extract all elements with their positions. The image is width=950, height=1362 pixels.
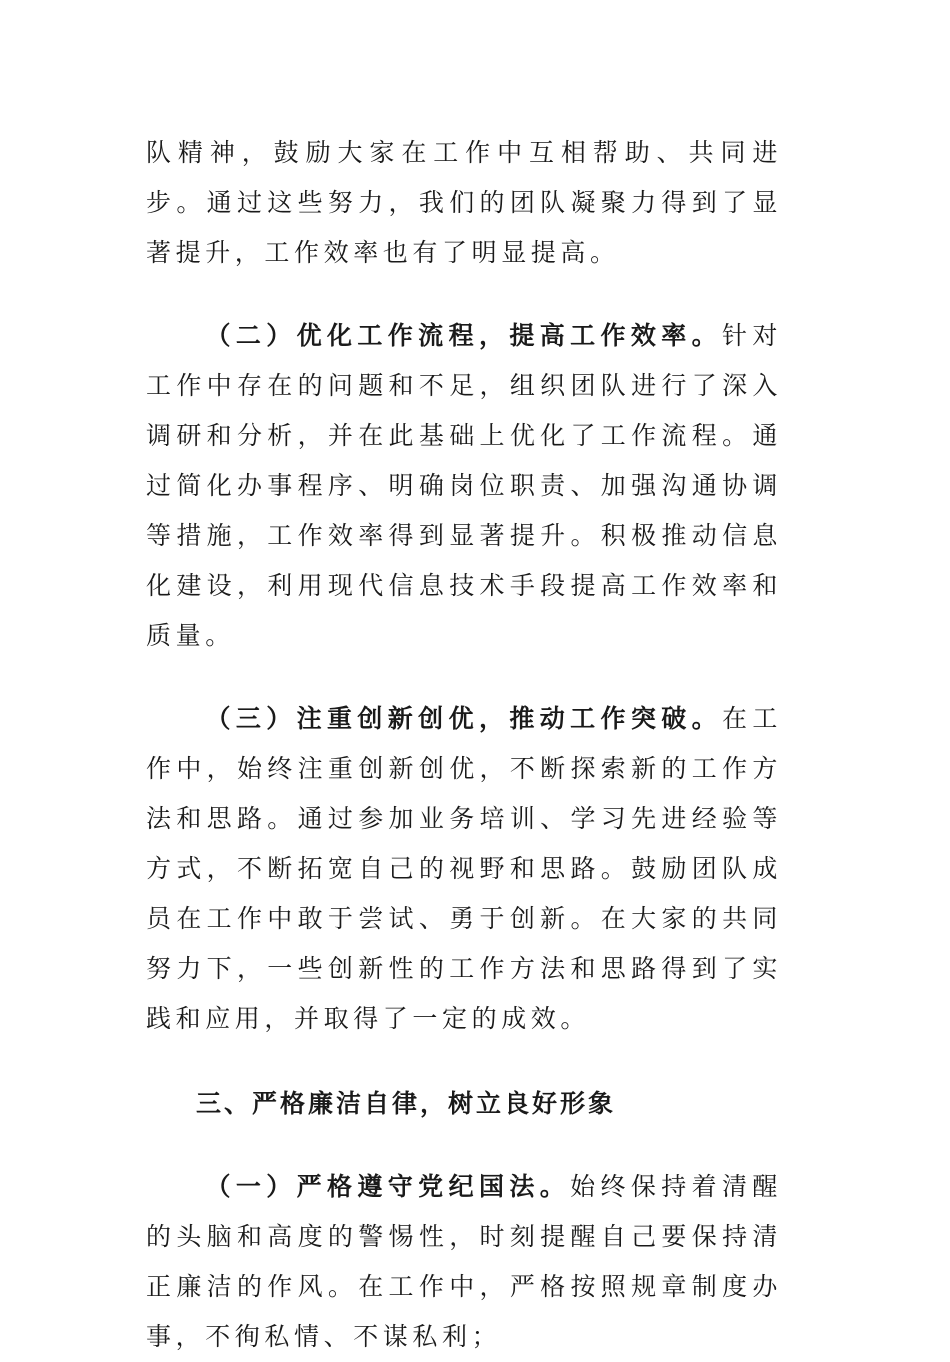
paragraph-section-3: [146, 694, 782, 1044]
paragraph-section-2: [146, 311, 782, 661]
section-2-body: 针对工作中存在的问题和不足，组织团队进行了深入调研和分析，并在此基础上优化了工作流程。通过简化办事程序、明确岗位职责、加强沟通协调等措施，工作效率得到显著提升。积极推动信息化建设，利用现代信息技术手段提高工作效率和质量。: [146, 321, 782, 650]
part-3-title: 三、严格廉洁自律，树立良好形象: [196, 1089, 617, 1118]
part-3-section-1-body: 始终保持着清醒的头脑和高度的警惕性，时刻提醒自己要保持清正廉洁的作风。在工作中，严格按照规章制度办事，不徇私情、不谋私利；: [146, 1172, 783, 1351]
section-2-heading: （二）优化工作流程，提高工作效率。: [205, 321, 723, 350]
paragraph-gap: [146, 278, 782, 311]
paragraph-gap: [146, 1044, 782, 1079]
part-3-section-1-heading: （一）严格遵守党纪国法。: [205, 1172, 571, 1201]
paragraph-gap: [146, 661, 782, 694]
paragraph-gap: [146, 1129, 782, 1162]
section-3-heading: （三）注重创新创优，推动工作突破。: [205, 704, 723, 733]
paragraph-continuation: 队精神，鼓励大家在工作中互相帮助、共同进步。通过这些努力，我们的团队凝聚力得到了显著提升，工作效率也有了明显提高。: [146, 138, 782, 267]
section-3-body: 在工作中，始终注重创新创优，不断探索新的工作方法和思路。通过参加业务培训、学习先进经验等方式，不断拓宽自己的视野和思路。鼓励团队成员在工作中敢于尝试、勇于创新。在大家的共同努力下，一些创新性的工作方法和思路得到了实践和应用，并取得了一定的成效。: [146, 704, 782, 1033]
paragraph-part-3-section-1: [146, 1162, 782, 1362]
document-body: [146, 128, 782, 1362]
